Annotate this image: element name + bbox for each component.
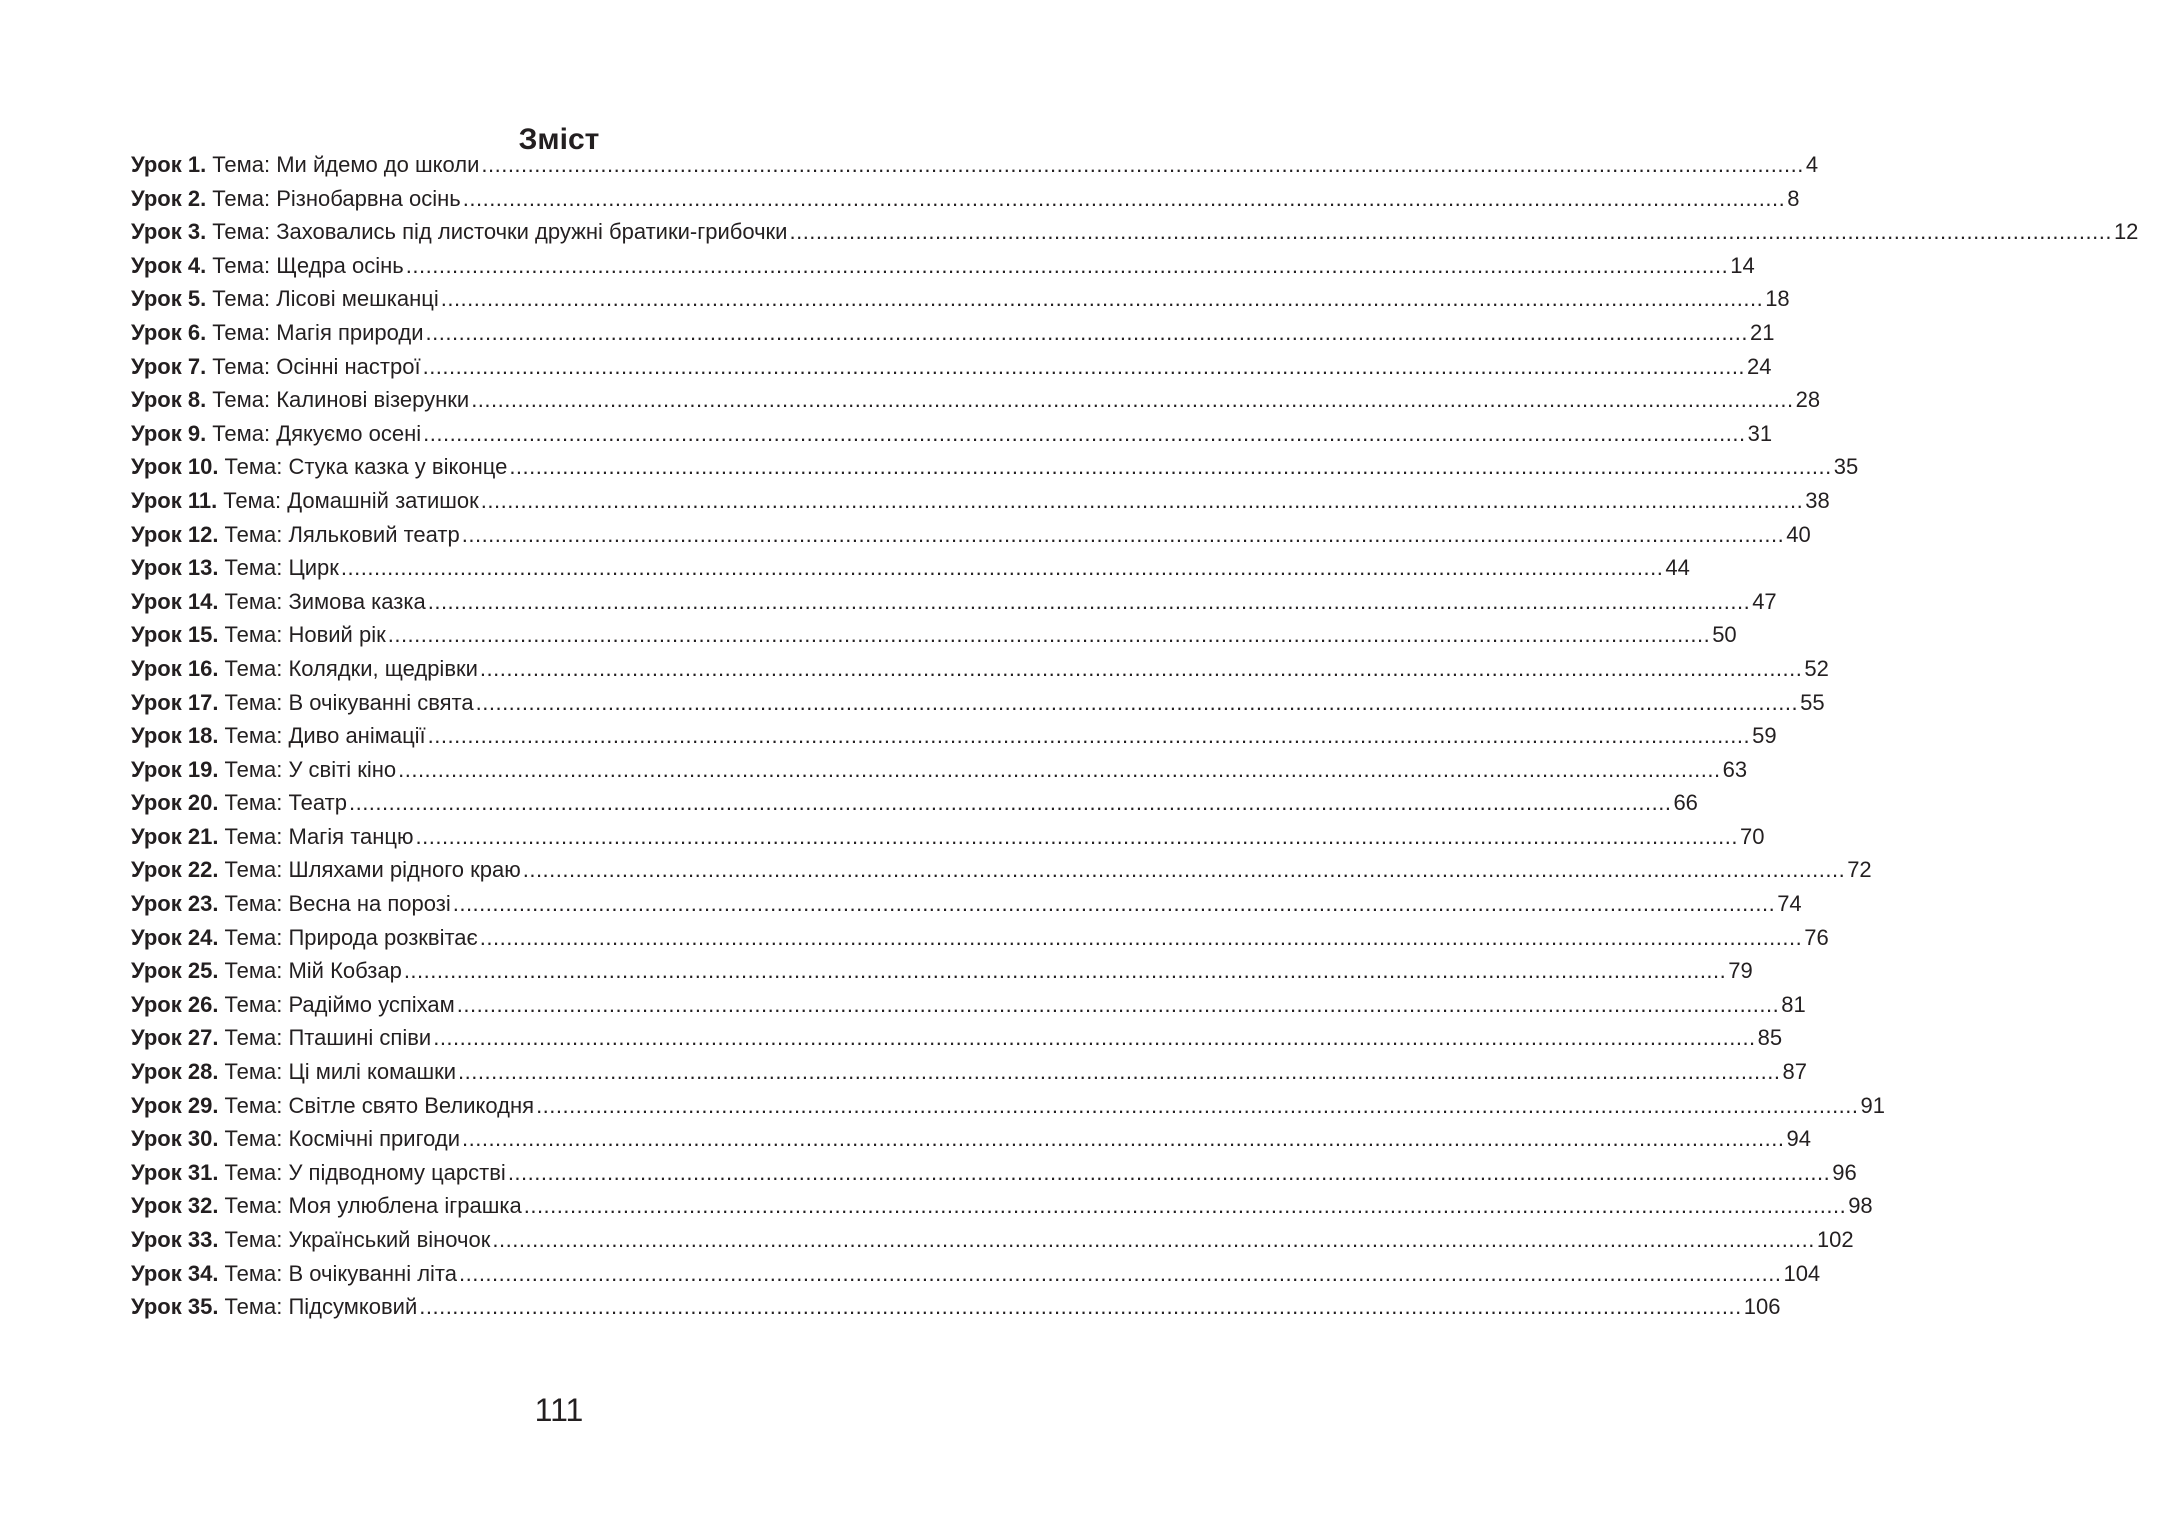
dot-leader: ........................................................................................................................................................................................................ [479, 655, 1803, 681]
toc-entry[interactable] [131, 182, 1800, 216]
entry-page-number: 31 [1747, 420, 1773, 446]
toc-entry[interactable] [131, 450, 1859, 484]
lesson-topic: Тема: Цирк [224, 555, 339, 581]
lesson-topic: Тема: Моя улюблена іграшка [224, 1193, 522, 1219]
lesson-topic: Тема: Радіймо успіхам [224, 991, 455, 1017]
lesson-label: Урок 19. [131, 756, 219, 782]
toc-entry[interactable] [131, 249, 1755, 283]
entry-page-number: 18 [1765, 286, 1790, 312]
lesson-topic: Тема: Щедра осінь [212, 252, 404, 278]
lesson-topic: Тема: Лісові мешканці [212, 286, 439, 312]
lesson-topic: Тема: Ляльковий театр [224, 521, 460, 547]
lesson-label: Урок 17. [131, 689, 219, 715]
lesson-topic: Тема: Пташині співи [224, 1025, 432, 1051]
toc-entry[interactable] [131, 1055, 1807, 1089]
entry-page-number: 81 [1781, 991, 1806, 1017]
entry-page-number: 4 [1805, 152, 1819, 177]
entry-page-number: 102 [1816, 1227, 1854, 1252]
toc-entry[interactable] [131, 282, 1790, 316]
dot-leader: ........................................................................................................................................................................................................ [536, 1092, 1859, 1118]
dot-leader: ........................................................................................................................................................................................................ [405, 252, 1729, 278]
dot-leader: ........................................................................................................................................................................................................ [462, 1126, 1785, 1152]
lesson-topic: Тема: Український віночок [224, 1227, 491, 1252]
lesson-label: Урок 15. [131, 622, 219, 648]
lesson-label: Урок 13. [131, 555, 219, 581]
entry-page-number: 28 [1795, 387, 1821, 413]
lesson-label: Урок 24. [131, 924, 219, 950]
lesson-topic: Тема: Театр [224, 790, 347, 816]
lesson-label: Урок 6. [131, 319, 207, 345]
entry-page-number: 91 [1860, 1092, 1886, 1118]
toc-entry[interactable] [131, 786, 1698, 820]
toc-entry[interactable] [131, 1189, 1873, 1223]
toc-entry[interactable] [131, 820, 1765, 854]
page-number: 111 [534, 1392, 584, 1428]
toc-entry[interactable] [131, 1156, 1857, 1190]
lesson-topic: Тема: Стука казка у віконце [224, 454, 508, 480]
entry-page-number: 35 [1833, 454, 1859, 480]
lesson-label: Урок 34. [131, 1260, 219, 1286]
entry-page-number: 72 [1847, 857, 1872, 883]
entry-page-number: 50 [1712, 622, 1737, 648]
entry-page-number: 70 [1740, 823, 1765, 849]
lesson-label: Урок 21. [131, 823, 219, 849]
dot-leader: ........................................................................................................................................................................................................ [403, 958, 1727, 984]
entry-page-number: 106 [1743, 1294, 1781, 1320]
toc-entry[interactable] [131, 148, 1819, 182]
toc-entry[interactable] [131, 988, 1806, 1022]
lesson-label: Урок 16. [131, 655, 219, 681]
lesson-topic: Тема: У світі кіно [224, 756, 397, 782]
lesson-topic: Тема: Весна на порозі [224, 891, 451, 917]
lesson-label: Урок 5. [131, 286, 207, 312]
dot-leader: ........................................................................................................................................................................................................ [523, 1193, 1847, 1219]
lesson-label: Урок 26. [131, 991, 219, 1017]
entry-page-number: 85 [1757, 1025, 1783, 1051]
dot-leader: ........................................................................................................................................................................................................ [522, 857, 1846, 883]
lesson-topic: Тема: Магія танцю [224, 823, 414, 849]
entry-page-number: 40 [1786, 521, 1811, 547]
toc-entry[interactable] [131, 1089, 1886, 1123]
dot-leader: ........................................................................................................................................................................................................ [481, 152, 1804, 177]
lesson-topic: Тема: Колядки, щедрівки [224, 655, 478, 681]
entry-page-number: 66 [1673, 790, 1698, 816]
toc-entry[interactable] [131, 853, 1872, 887]
toc-entry[interactable] [131, 215, 2139, 249]
toc-entry[interactable] [131, 887, 1802, 921]
entry-page-number: 96 [1832, 1159, 1857, 1185]
lesson-topic: Тема: Заховались під листочки дружні братики-грибочки [212, 219, 788, 245]
entry-page-number: 14 [1730, 252, 1755, 278]
lesson-topic: Тема: Осінні настрої [212, 353, 421, 379]
dot-leader: ........................................................................................................................................................................................................ [340, 555, 1664, 581]
entry-page-number: 76 [1804, 924, 1829, 950]
toc-entry[interactable] [131, 1122, 1811, 1156]
lesson-topic: Тема: Диво анімації [224, 723, 426, 749]
lesson-label: Урок 11. [131, 487, 218, 513]
entry-page-number: 55 [1800, 689, 1825, 715]
entry-page-number: 98 [1848, 1193, 1873, 1219]
lesson-topic: Тема: В очікуванні свята [224, 689, 474, 715]
lesson-label: Урок 32. [131, 1193, 219, 1219]
entry-page-number: 94 [1786, 1126, 1811, 1152]
lesson-label: Урок 22. [131, 857, 219, 883]
entry-page-number: 44 [1665, 555, 1690, 581]
entry-page-number: 104 [1783, 1260, 1821, 1286]
toc-entry[interactable] [131, 753, 1748, 787]
table-of-contents [131, 148, 2139, 1324]
dot-leader: ........................................................................................................................................................................................................ [427, 588, 1751, 614]
dot-leader: ........................................................................................................................................................................................................ [479, 924, 1803, 950]
dot-leader: ........................................................................................................................................................................................................ [427, 723, 1751, 749]
dot-leader: ........................................................................................................................................................................................................ [480, 487, 1804, 513]
lesson-label: Урок 27. [131, 1025, 219, 1051]
lesson-label: Урок 9. [131, 420, 207, 446]
dot-leader: ........................................................................................................................................................................................................ [415, 823, 1738, 849]
toc-entry[interactable] [131, 1257, 1821, 1291]
entry-page-number: 38 [1805, 487, 1830, 513]
toc-entry[interactable] [131, 350, 1772, 384]
lesson-topic: Тема: Дякуємо осені [212, 420, 422, 446]
lesson-label: Урок 29. [131, 1092, 219, 1118]
lesson-label: Урок 12. [131, 521, 219, 547]
lesson-topic: Тема: Магія природи [212, 319, 424, 345]
lesson-label: Урок 4. [131, 252, 207, 278]
dot-leader: ........................................................................................................................................................................................................ [458, 1059, 1781, 1085]
lesson-label: Урок 7. [131, 353, 207, 379]
dot-leader: ........................................................................................................................................................................................................ [422, 353, 1746, 379]
lesson-label: Урок 14. [131, 588, 219, 614]
toc-entry[interactable] [131, 921, 1829, 955]
entry-page-number: 59 [1752, 723, 1777, 749]
dot-leader: ........................................................................................................................................................................................................ [433, 1025, 1756, 1051]
entry-page-number: 8 [1787, 185, 1800, 211]
dot-leader: ........................................................................................................................................................................................................ [461, 521, 1785, 547]
dot-leader: ........................................................................................................................................................................................................ [398, 756, 1721, 782]
toc-entry[interactable] [131, 652, 1829, 686]
toc-entry[interactable] [131, 1021, 1783, 1055]
dot-leader: ........................................................................................................................................................................................................ [492, 1227, 1815, 1252]
dot-leader: ........................................................................................................................................................................................................ [423, 420, 1746, 446]
lesson-topic: Тема: Мій Кобзар [224, 958, 402, 984]
lesson-label: Урок 25. [131, 958, 219, 984]
dot-leader: ........................................................................................................................................................................................................ [475, 689, 1799, 715]
dot-leader: ........................................................................................................................................................................................................ [440, 286, 1764, 312]
lesson-label: Урок 2. [131, 185, 207, 211]
lesson-label: Урок 28. [131, 1059, 219, 1085]
lesson-label: Урок 1. [131, 152, 207, 177]
entry-page-number: 63 [1722, 756, 1748, 782]
toc-entry[interactable] [131, 518, 1811, 552]
lesson-label: Урок 33. [131, 1227, 219, 1252]
dot-leader: ........................................................................................................................................................................................................ [456, 991, 1780, 1017]
lesson-topic: Тема: Новий рік [224, 622, 386, 648]
dot-leader: ........................................................................................................................................................................................................ [452, 891, 1776, 917]
lesson-label: Урок 23. [131, 891, 219, 917]
lesson-label: Урок 10. [131, 454, 219, 480]
dot-leader: ........................................................................................................................................................................................................ [509, 454, 1832, 480]
entry-page-number: 24 [1747, 353, 1772, 379]
lesson-topic: Тема: Підсумковий [224, 1294, 418, 1320]
lesson-topic: Тема: Шляхами рідного краю [224, 857, 521, 883]
lesson-label: Урок 18. [131, 723, 219, 749]
lesson-label: Урок 31. [131, 1159, 219, 1185]
lesson-topic: Тема: Ми йдемо до школи [212, 152, 480, 177]
entry-page-number: 79 [1728, 958, 1753, 984]
toc-entry[interactable] [131, 1290, 1781, 1324]
lesson-topic: Тема: Домашній затишок [223, 487, 479, 513]
entry-page-number: 21 [1750, 319, 1775, 345]
entry-page-number: 12 [2113, 219, 2139, 245]
toc-entry[interactable] [131, 316, 1775, 350]
lesson-topic: Тема: Ці милі комашки [224, 1059, 457, 1085]
lesson-topic: Тема: Природа розквітає [224, 924, 478, 950]
dot-leader: ........................................................................................................................................................................................................ [507, 1159, 1831, 1185]
lesson-label: Урок 35. [131, 1294, 219, 1320]
dot-leader: ........................................................................................................................................................................................................ [458, 1260, 1782, 1286]
lesson-topic: Тема: Калинові візерунки [212, 387, 470, 413]
toc-entry[interactable] [131, 417, 1773, 451]
lesson-topic: Тема: Різнобарвна осінь [212, 185, 461, 211]
lesson-topic: Тема: Зимова казка [224, 588, 426, 614]
toc-entry[interactable] [131, 954, 1753, 988]
lesson-topic: Тема: Космічні пригоди [224, 1126, 460, 1152]
lesson-label: Урок 20. [131, 790, 219, 816]
lesson-topic: Тема: У підводному царстві [224, 1159, 506, 1185]
entry-page-number: 47 [1752, 588, 1777, 614]
dot-leader: ........................................................................................................................................................................................................ [419, 1294, 1742, 1320]
dot-leader: ........................................................................................................................................................................................................ [387, 622, 1711, 648]
toc-entry[interactable] [131, 686, 1825, 720]
toc-entry[interactable] [131, 1223, 1854, 1257]
toc-entry[interactable] [131, 551, 1690, 585]
toc-entry[interactable] [131, 719, 1777, 753]
page-title: Зміст [518, 123, 600, 157]
dot-leader: ........................................................................................................................................................................................................ [789, 219, 2112, 245]
toc-entry[interactable] [131, 585, 1777, 619]
lesson-topic: Тема: Світле свято Великодня [224, 1092, 535, 1118]
dot-leader: ........................................................................................................................................................................................................ [348, 790, 1672, 816]
lesson-label: Урок 3. [131, 219, 207, 245]
dot-leader: ........................................................................................................................................................................................................ [425, 319, 1748, 345]
dot-leader: ........................................................................................................................................................................................................ [471, 387, 1794, 413]
toc-entry[interactable] [131, 618, 1737, 652]
entry-page-number: 52 [1804, 655, 1829, 681]
toc-entry[interactable] [131, 383, 1821, 417]
lesson-topic: Тема: В очікуванні літа [224, 1260, 457, 1286]
toc-entry[interactable] [131, 484, 1830, 518]
lesson-label: Урок 30. [131, 1126, 219, 1152]
entry-page-number: 87 [1782, 1059, 1807, 1085]
entry-page-number: 74 [1777, 891, 1802, 917]
lesson-label: Урок 8. [131, 387, 207, 413]
dot-leader: ........................................................................................................................................................................................................ [462, 185, 1786, 211]
